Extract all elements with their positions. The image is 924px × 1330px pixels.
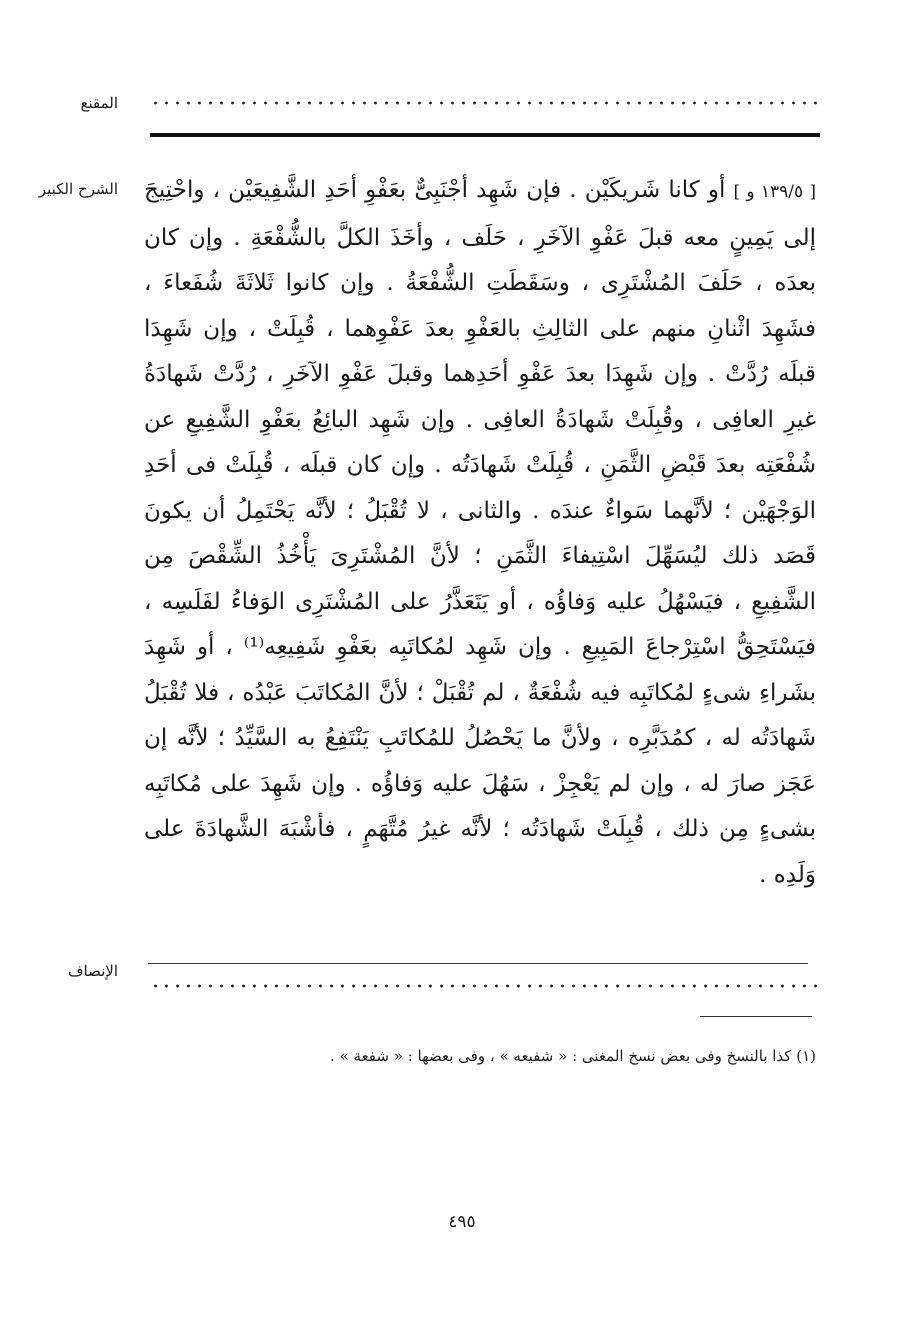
sharh-body bbox=[144, 168, 816, 898]
dotted-leader-top bbox=[150, 100, 818, 106]
section-end-rule bbox=[148, 963, 808, 964]
dotted-leader-insaf bbox=[150, 983, 818, 989]
sharh-paragraph bbox=[144, 168, 816, 898]
insaf-section-label: الإنصاف bbox=[67, 962, 118, 980]
footnote: (١) كذا بالنسخ وفى بعض نسخ المغنى : « شفيعه » ، وفى بعضها : « شفعة » . bbox=[330, 1047, 816, 1065]
footnote-separator bbox=[700, 1016, 812, 1017]
sharh-body-text: أو كانا شَريكَيْن . فإن شَهِد أجْنَبِىٌّ بعَفْوِ أحَدِ الشَّفِيعَيْن ، واحْتِيجَ إلى يَمِينٍ معه قبلَ عَفْوِ الآخَرِ ، حَلَف ، وأخَذَ الكلَّ بالشُّفْعَةِ . وإن كان بعدَه ، حَلَفَ المُشْتَرِى ، وسَقَطَتِ الشُّفْعَةُ . وإن كانوا ثَلاثَةَ شُفَعاءَ ، فشَهِدَ اثْنانِ منهم على الثالِثِ بالعَفْوِ بعدَ عَفْوِهما ، قُبِلَتْ ، وإن شَهِدَا قبلَه رُدَّتْ . وإن شَهِدَا بعدَ عَفْوِ أحَدِهما وقبلَ عَفْوِ الآخَرِ ، رُدَّتْ شَهادَةُ غيرِ العافِى ، وقُبِلَتْ شَهادَةُ العافِى . وإن شَهِد البائِعُ بعَفْوِ الشَّفِيعِ عن شُفْعَتِه بعدَ قَبْضِ الثَّمَنِ ، قُبِلَتْ شَهادَتُه . وإن كان قبلَه ، قُبِلَتْ فى أحَدِ الوَجْهَيْن ؛ لأنَّهما سَواءٌ عندَه . والثانى ، لا تُقْبَلُ ؛ لأنَّه يَحْتَمِلُ أن يكونَ قَصَد ذلك ليُسَهِّلَ اسْتِيفاءَ الثَّمَنِ ؛ لأنَّ المُشْتَرِىَ يَأْخُذُ الشِّقْصَ مِن الشَّفِيعِ ، فيَسْهُلُ عليه وَفاؤُه ، أو يَتَعَذَّرُ على المُشْتَرِى الوَفاءُ لفَلَسِه ، فيَسْتَحِقُّ اسْتِرْجاعَ المَبِيعِ . وإن شَهِد لمُكاتَبِه بعَفْوِ شَفِيعِه⁽¹⁾ ، أو شَهِدَ بشَراءِ شىءٍ لمُكاتَبِه فيه شُفْعَةٌ ، لم تُقْبَلْ ؛ لأنَّ المُكاتَبَ عَبْدُه ، فلا تُقْبَلُ شَهادَتُه له ، كمُدَبَّرِه ، ولأنَّ ما يَحْصُلُ للمُكاتَبِ يَنْتَفِعُ به السَّيِّدُ ؛ لأنَّه إن عَجَز صارَ له ، وإن لم يَعْجِزْ ، سَهُلَ عليه وَفاؤُه . وإن شَهِدَ على مُكاتَبِه بشىءٍ مِن ذلك ، قُبِلَتْ شَهادَتُه ؛ لأنَّه غيرُ مُتَّهَمٍ ، فأشْبَهَ الشَّهادَةَ على وَلَدِه . bbox=[144, 177, 817, 888]
page-number: ٤٩٥ bbox=[448, 1212, 476, 1232]
manuscript-ref-marker: [ ١٣٩/٥ و ] bbox=[733, 182, 816, 202]
book-title-label: المقنع bbox=[80, 94, 118, 112]
sharh-section-label: الشرح الكبير bbox=[38, 180, 118, 198]
header-rule bbox=[150, 133, 820, 137]
